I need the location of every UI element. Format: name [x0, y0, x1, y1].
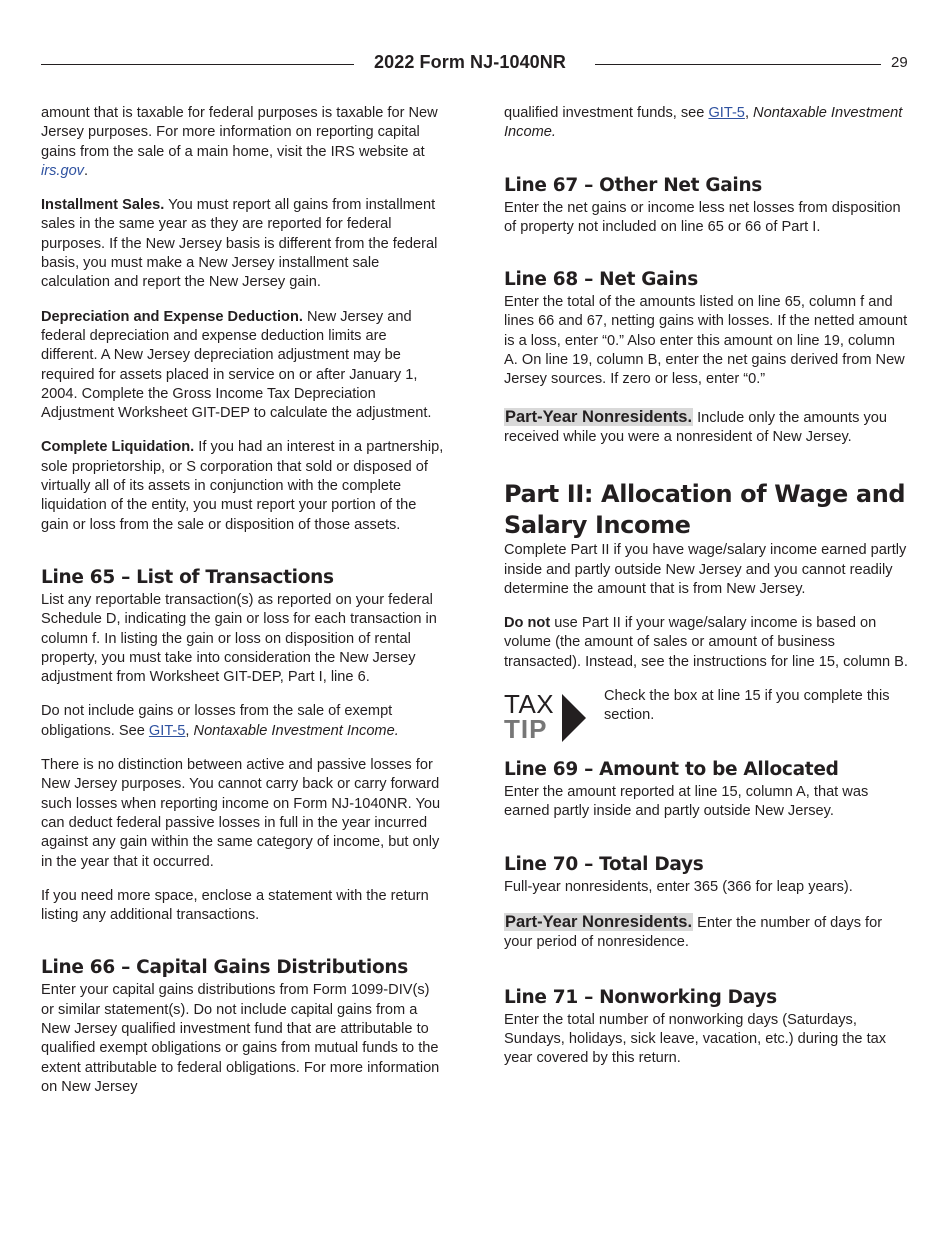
line-69-paragraph-1: Enter the amount reported at line 15, column A, that was earned partly inside and partly outside New Jersey.: [504, 784, 869, 820]
paragraph-text: amount that is taxable for federal purposes is taxable for New Jersey purposes. For more information on reporting capital gains from the sale of a main home, visit the IRS website at: [41, 105, 438, 160]
line-70-paragraph-1: Full-year nonresidents, enter 365 (366 for leap years).: [504, 878, 853, 895]
line-70-heading: Line 70 – Total Days: [504, 853, 704, 875]
page-title: 2022 Form NJ-1040NR: [374, 52, 566, 72]
line-65-paragraph-4: If you need more space, enclose a statement with the return listing any additional transactions.: [41, 887, 429, 924]
line-65-paragraph-3: There is no distinction between active and passive losses for New Jersey purposes. You cannot carry back or carry forward such losses when reporting income on Form NJ-1040NR. You can deduct federal passive losses in full in the year incurred against any gain within the same category of income, but only in the year that it occurred.: [41, 757, 441, 870]
tax-tip-text: Check the box at line 15 if you complete this section.: [604, 688, 890, 724]
part-year-nonresidents-label: Part-Year Nonresidents.: [505, 407, 693, 426]
line-65-paragraph-2: [41, 702, 446, 741]
line-65-heading: Line 65 – List of Transactions: [41, 566, 334, 588]
installment-sales-text: You must report all gains from installment sales in the same year as they are reported for federal purposes. If the New Jersey basis is different from the federal basis, you must make a New Jersey installment sale calculation and report the New Jersey gain.: [41, 197, 438, 291]
line-70-part-year-paragraph: [504, 913, 912, 953]
part-year-nonresidents-label-2: Part-Year Nonresidents.: [505, 912, 693, 931]
line-67-heading: Line 67 – Other Net Gains: [504, 174, 763, 196]
depreciation-text: New Jersey and federal depreciation and expense deduction limits are different. A New Jersey depreciation adjustment may be required for assets placed in service on or after January 1, 2004. Complete the Gross Income Tax Depreciation Adjustment Worksheet GIT-DEP to calculate the adjustment.: [41, 308, 432, 422]
line-65-paragraph-1: List any reportable transaction(s) as reported on your federal Schedule D, indicating the gain or loss for each transaction in column f. In listing the gain or loss on disposition of rental property, you must take into consideration the New Jersey adjustment from Worksheet GIT-DEP, Part I, line 6.: [41, 591, 437, 686]
installment-sales-lead: Installment Sales.: [41, 197, 165, 214]
part-2-paragraph-1: Complete Part II if you have wage/salary income earned partly inside and partly outside New Jersey and you cannot readily determine the amount that is from New Jersey.: [504, 542, 907, 597]
line-67-paragraph-1: Enter the net gains or income less net losses from disposition of property not included on line 65 or 66 of Part I.: [504, 199, 901, 235]
line-71-paragraph-1: Enter the total number of nonworking days (Saturdays, Sundays, holidays, sick leave, vacation, etc.) during the tax year covered by this return.: [504, 1011, 887, 1067]
line-68-heading: Line 68 – Net Gains: [504, 269, 698, 291]
paragraph-end: .: [83, 162, 89, 179]
line-68-paragraph-1: Enter the total of the amounts listed on line 65, column f and lines 66 and 67, netting gains with losses. If the netted amount is a loss, enter “0.” Also enter this amount on line 19, column A. On line 19, column B, enter the net gains derived from New Jersey sources. If zero or less, enter “0.”: [504, 294, 908, 388]
tax-tip-word-tax: TAX: [504, 689, 555, 720]
cont-sep: ,: [744, 105, 754, 121]
part-2-p2-text: use Part II if your wage/salary income is based on volume (the amount of sales or amount of business transacted). Instead, see the instructions for line 15, column B.: [504, 615, 908, 670]
depreciation-lead: Depreciation and Expense Deduction.: [41, 308, 303, 325]
paragraph-depreciation: [41, 308, 446, 424]
do-not-lead: Do not: [504, 615, 551, 632]
paragraph-complete-liquidation: [41, 438, 446, 534]
line-66-paragraph-1: Enter your capital gains distributions from Form 1099-DIV(s) or similar statement(s). Do not include capital gains from a New Jersey qualified investment fund that are attributable to qualified exempt obligations or gains from mutual funds to the extent attributable to federal obligations. For more information on New Jersey: [41, 982, 440, 1095]
paragraph-qualified-funds-continued: [504, 104, 912, 143]
paragraph-installment-sales: [41, 196, 446, 292]
line-66-heading: Line 66 – Capital Gains Distributions: [41, 957, 408, 979]
cont-text: qualified investment funds, see: [504, 105, 709, 121]
line-69-heading: Line 69 – Amount to be Allocated: [504, 759, 839, 781]
right-column: [504, 104, 912, 1068]
tax-tip-icon: [504, 691, 588, 743]
header-rule-right: [595, 64, 881, 65]
git-5-link-right[interactable]: GIT-5: [708, 105, 745, 121]
page-header: [41, 50, 909, 80]
line-65-p2-sep: ,: [185, 722, 194, 739]
git-5-link[interactable]: GIT-5: [148, 722, 186, 739]
arrow-right-icon: [562, 694, 586, 742]
liquidation-text: If you had an interest in a partnership, sole proprietorship, or S corporation that sold or disposed of virtually all of its assets in conjunction with the complete liquidation of the entity, you must report your portion of the gain or loss from the sale or disposition of those assets.: [41, 439, 444, 533]
line-71-heading: Line 71 – Nonworking Days: [504, 986, 777, 1008]
irs-gov-link[interactable]: irs.gov: [41, 162, 84, 179]
cont-italic: Nontaxable Investment Income.: [504, 105, 903, 141]
line-65-p2-text: Do not include gains or losses from the sale of exempt obligations. See: [41, 703, 393, 739]
line-65-p2-italic: Nontaxable Investment Income.: [193, 722, 399, 739]
part-2-heading: Part II: Allocation of Wage and Salary Income: [504, 480, 906, 540]
header-rule-left: [41, 64, 354, 65]
line-68-part-year-text: Include only the amounts you received while you were a nonresident of New Jersey.: [504, 409, 887, 445]
left-column: [41, 104, 446, 1097]
tax-tip-word-tip: TIP: [504, 714, 548, 745]
page-number: 29: [891, 54, 908, 71]
line-70-part-year-text: Enter the number of days for your period of nonresidence.: [504, 914, 883, 951]
line-68-part-year-paragraph: [504, 408, 912, 448]
part-2-paragraph-2: [504, 614, 912, 672]
paragraph-capital-gains-home: [41, 104, 446, 181]
tax-tip-box: [504, 687, 912, 747]
liquidation-lead: Complete Liquidation.: [41, 439, 195, 456]
